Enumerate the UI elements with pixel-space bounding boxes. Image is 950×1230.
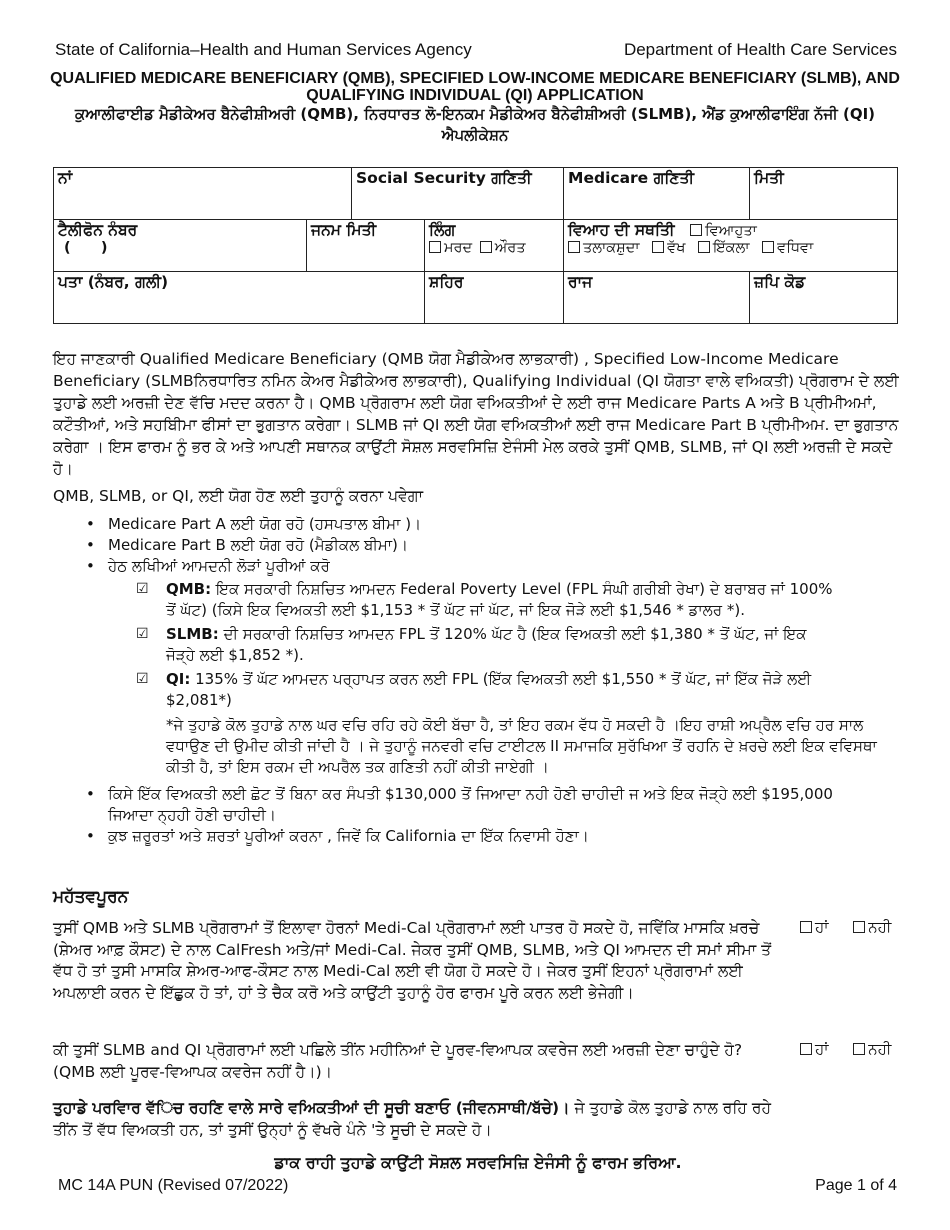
q1-yes-checkbox[interactable] — [800, 921, 812, 933]
date-field[interactable] — [750, 168, 898, 220]
department-header: Department of Health Care Services — [623, 40, 897, 59]
city-label: ਸ਼ਹਿਰ — [429, 273, 464, 291]
divorced-checkbox[interactable] — [568, 241, 580, 253]
list-item: • Medicare Part A ਲਈ ਯੋਗ ਰਹੋ (ਹਸਪਤਾਲ ਬੀਮਾ )। — [108, 514, 903, 535]
dob-label: ਜਨਮ ਮਿਤੀ — [311, 221, 377, 239]
q1-options — [800, 918, 891, 936]
zip-label: ਜ਼ਪਿ ਕੋਡ — [754, 273, 806, 291]
phone-area-code: ( ) — [64, 240, 108, 256]
widowed-checkbox[interactable] — [762, 241, 774, 253]
list-item — [108, 556, 903, 778]
qmb-label: QMB: — [166, 580, 212, 598]
qmb-item — [136, 579, 833, 621]
check-icon: ☑ — [136, 671, 149, 687]
married-label: ਵਿਆਹੁਤਾ — [704, 223, 757, 239]
mail-instruction: ਡਾਕ ਰਾਹੀ ਤੁਹਾਡੇ ਕਾਉਂਟੀ ਸੋਸ਼ਲ ਸਰਵਸਿਜ਼ਿ ਏਜੰਸੀ ਨੂੰ ਫਾਰਮ ਭਰਿਆ. — [274, 1153, 682, 1172]
title-punjabi: ਕੁਆਲੀਫਾਈਡ ਮੈਡੀਕੇਅਰ ਬੈਨੇਫੀਸ਼ੀਅਰੀ (QMB), ਨਿਰਧਾਰਤ ਲੋ-ਇਨਕਮ ਮੈਡੀਕੇਅਰ ਬੈਨੇਫੀਸ਼ੀਅਰੀ (SLMB), ਐਂਡ ਕੁਆਲੀਫਾਇੰਗ ਨੱਜੀ (QI) ਐਪਲੀਕੇਸ਼ਨ — [74, 105, 876, 144]
single-checkbox[interactable] — [698, 241, 710, 253]
household-heading: ਤੁਹਾਡੇ ਪਰਵਿਾਰ ਵੱਿਚ ਰਹਣਿ ਵਾਲੇ ਸਾਰੇ ਵਅਿਕਤੀਆਂ ਦੀ ਸੂਚੀ ਬਣਾਓ (ਜੀਵਨਸਾਥੀ/ਬੱਚੇ)। — [53, 1099, 570, 1117]
no-label: ਨਹੀ — [868, 918, 892, 936]
household-instructions — [53, 1098, 793, 1141]
dob-field[interactable] — [307, 220, 425, 272]
applicant-info-table — [53, 167, 898, 324]
check-icon: ☑ — [136, 626, 149, 642]
income-requirements-label: ਹੇਠ ਲਖਿੀਆਂ ਆਮਦਨੀ ਲੋੜਾਂ ਪੂਰੀਆਂ ਕਰੋ — [108, 557, 330, 575]
gender-field — [425, 220, 564, 272]
widowed-label: ਵਧਿਵਾ — [777, 240, 814, 256]
page-number: Page 1 of 4 — [815, 1177, 897, 1194]
marital-status-field — [564, 220, 898, 272]
state-label: ਰਾਜ — [568, 273, 593, 291]
gender-label: ਲਿੰਗ — [429, 221, 456, 239]
q1-no-checkbox[interactable] — [853, 921, 865, 933]
form-title — [40, 70, 910, 146]
household-text: ਜੇ ਤੁਹਾਡੇ ਕੋਲ ਤੁਹਾਡੇ ਨਾਲ ਰਹਿ ਰਹੇ ਤੀਂਨ ਤੋਂ ਵੱਧ ਵਿਅਕਤੀ ਹਨ, ਤਾਂ ਤੁਸੀਂ ਉਨ੍ਹਾਂ ਨੂੰ ਵੱਖਰੇ ਪੰਨੇ 'ਤੇ ਸੂਚੀ ਦੇ ਸਕਦੇ ਹੋ। — [53, 1099, 771, 1139]
medicare-number-field[interactable] — [564, 168, 750, 220]
title-english: QUALIFIED MEDICARE BENEFICIARY (QMB), SPECIFIED LOW-INCOME MEDICARE BENEFICIARY (SLMB), AND QUALIFYING INDIVIDUAL (QI) APPLICATION — [50, 70, 900, 104]
question-other-programs: ਤੁਸੀਂ QMB ਅਤੇ SLMB ਪ੍ਰੋਗਰਾਮਾਂ ਤੋਂ ਇਲਾਵਾ ਹੋਰਨਾਂ Medi-Cal ਪ੍ਰੋਗਰਾਮਾਂ ਲਈ ਪਾਤਰ ਹੋ ਸਕਦੇ ਹੋ, ਜਵਿੇਂਕਿ ਮਾਸਕਿ ਖ਼ਰਚੇ (ਸ਼ੇਅਰ ਆਫ਼ ਕੌਸਟ) ਦੇ ਨਾਲ CalFresh ਅਤੇ/ਜਾਂ Medi-Cal. ਜੇਕਰ ਤੁਸੀਂ QMB, SLMB, ਅਤੇ QI ਆਮਦਨ ਦੀ ਸਮਾਂ ਸੀਮਾ ਤੋਂ ਵੱਧ ਹੋ ਤਾਂ ਤੁਸੀ ਮਾਸਕਿ ਸ਼ੇਅਰ-ਆਫ-ਕੌਸਟ ਨਾਲ Medi-Cal ਲਈ ਵੀ ਯੋਗ ਹੋ ਸਕਦੇ ਹੋ। ਜੇਕਰ ਤੁਸੀਂ ਇਹਨਾਂ ਪ੍ਰੋਗਰਾਮਾਂ ਲਈ ਅਪਲਾਈ ਕਰਨ ਦੇ ਇੱਛੁਕ ਹੋ ਤਾਂ, ਹਾਂ ਤੇ ਚੈਕ ਕਰੋ ਅਤੇ ਕਾਉਂਟੀ ਤੁਹਾਨੂੰ ਹੋਰ ਫਾਰਮ ਪੂਰੇ ਕਰਨ ਲਈ ਭੇਜੇਗੀ। — [53, 919, 771, 1002]
name-field[interactable] — [54, 168, 352, 220]
address-label: ਪਤਾ (ਨੰਬਰ, ਗਲੀ) — [58, 273, 169, 291]
married-checkbox[interactable] — [690, 224, 702, 236]
intro-paragraph: ਇਹ ਜਾਣਕਾਰੀ Qualified Medicare Beneficiary (QMB ਯੋਗ ਮੈਡੀਕੇਅਰ ਲਾਭਕਾਰੀ) , Specified Low-Income Medicare Beneficiary (SLMBਨਿਰਧਾਰਿਤ ਨਮਿਨ ਕੇਅਰ ਮੈਡੀਕੇਅਰ ਲਾਭਕਾਰੀ), Qualifying Individual (QI ਯੋਗਤਾ ਵਾਲੇ ਵਅਿਕਤੀ) ਪ੍ਰੋਗਰਾਮ ਦੇ ਲਈ ਤੁਹਾਡੇ ਲਈ ਅਰਜ਼ੀ ਦੇਣ ਵੱਚਿ ਮਦਦ ਕਰਨਾ ਹੈ। QMB ਪ੍ਰੋਗਰਾਮ ਲਈ ਯੋਗ ਵਅਿਕਤੀਆਂ ਦੇ ਲਈ ਰਾਜ Medicare Parts A ਅਤੇ B ਪ੍ਰੀਮੀਅਮਾਂ, ਕਟੌਤੀਆਂ, ਅਤੇ ਸਹਬਿੀਮਾ ਫੀਸਾਂ ਦਾ ਭੁਗਤਾਨ ਕਰੇਗਾ। SLMB ਜਾਂ QI ਲਈ ਯੋਗ ਵਅਿਕਤੀਆਂ ਲਈ ਰਾਜ Medicare Part B ਪ੍ਰੀਮੀਅਮ. ਦਾ ਭੁਗਤਾਨ ਕਰੇਗਾ । ਇਸ ਫਾਰਮ ਨੂੰ ਭਰ ਕੇ ਅਤੇ ਆਪਣੀ ਸਥਾਨਕ ਕਾਉਂਟੀ ਸੋਸ਼ਲ ਸਰਵਸਿਜ਼ਿ ਏਜੰਸੀ ਮੇਲ ਕਰਕੇ ਤੁਸੀਂ QMB, SLMB, ਜਾਂ QI ਲਈ ਅਰਜ਼ੀ ਦੇ ਸਕਦੇ ਹੋ। — [53, 350, 899, 478]
phone-label: ਟੈਲੀਫੋਨ ਨੰਬਰ — [58, 221, 138, 239]
state-field[interactable] — [564, 272, 750, 324]
marital-label: ਵਿਆਹ ਦੀ ਸਥਤਿੀ — [568, 221, 675, 239]
no-label: ਨਹੀ — [868, 1040, 892, 1058]
qmb-text: ਇਕ ਸਰਕਾਰੀ ਨਿਸ਼ਚਿਤ ਆਮਦਨ Federal Poverty Level (FPL ਸੰਘੀ ਗਰੀਬੀ ਰੇਖਾ) ਦੇ ਬਰਾਬਰ ਜਾਂ 100% ਤੋਂ ਘੱਟ) (ਕਿਸੇ ਇਕ ਵਿਅਕਤੀ ਲਈ $1,153 * ਤੋਂ ਘੱਟ ਜਾਂ ਘੱਟ, ਜਾਂ ਇਕ ਜੋੜੇ ਲਈ $1,546 * ਡਾਲਰ *). — [166, 580, 833, 619]
qi-text: 135% ਤੋਂ ਘੱਟ ਆਮਦਨ ਪਰ੍ਹਾਪਤ ਕਰਨ ਲਈ FPL (ਇੱਕ ਵਿਅਕਤੀ ਲਈ $1,550 * ਤੋਂ ਘੱਟ, ਜਾਂ ਇੱਕ ਜੋੜੇ ਲਈ $2,081*) — [166, 670, 812, 709]
city-field[interactable] — [425, 272, 564, 324]
ssn-field[interactable] — [352, 168, 564, 220]
yes-label: ਹਾਂ — [815, 918, 829, 936]
important-heading: ਮਹੱਤਵਪੂਰਨ — [53, 887, 129, 907]
q2-options — [800, 1040, 891, 1058]
male-label: ਮਰਦ — [444, 240, 473, 256]
phone-field[interactable] — [54, 220, 307, 272]
medicare-label: Medicare ਗਣਿਤੀ — [568, 169, 695, 187]
ssn-label: Social Security ਗਣਿਤੀ — [356, 169, 532, 187]
address-field[interactable] — [54, 272, 425, 324]
female-checkbox[interactable] — [480, 241, 492, 253]
question-retroactive: ਕੀ ਤੁਸੀਂ SLMB and QI ਪ੍ਰੋਗਰਾਮਾਂ ਲਈ ਪਛਿਲੇ ਤੀਂਨ ਮਹੀਨਿਆਂ ਦੇ ਪੂਰਵ-ਵਿਆਪਕ ਕਵਰੇਜ ਲਈ ਅਰਜ਼ੀ ਦੇਣਾ ਚਾਹੁੰਦੇ ਹੋ? (QMB ਲਈ ਪੂਰਵ-ਵਿਆਪਕ ਕਵਰੇਜ ਨਹੀਂ ਹੈ।)। — [53, 1041, 743, 1081]
slmb-label: SLMB: — [166, 625, 219, 643]
form-id: MC 14A PUN (Revised 07/2022) — [58, 1177, 289, 1194]
name-label: ਨਾਂ — [58, 169, 73, 187]
q2-yes-checkbox[interactable] — [800, 1043, 812, 1055]
agency-header: State of California–Health and Human Services Agency — [55, 40, 472, 59]
qi-item — [136, 669, 833, 711]
check-icon: ☑ — [136, 581, 149, 597]
list-item: • ਕੁਝ ਜ਼ਰੂਰਤਾਂ ਅਤੇ ਸ਼ਰਤਾਂ ਪੂਰੀਆਂ ਕਰਨਾ , ਜਿਵੇਂ ਕਿ California ਦਾ ਇੱਕ ਨਿਵਾਸੀ ਹੋਣਾ। — [108, 826, 903, 847]
separated-checkbox[interactable] — [652, 241, 664, 253]
list-item: • Medicare Part B ਲਈ ਯੋਗ ਰਹੋ (ਮੈਡੀਕਲ ਬੀਮਾ)। — [108, 535, 903, 556]
income-note: *ਜੇ ਤੁਹਾਡੇ ਕੋਲ ਤੁਹਾਡੇ ਨਾਲ ਘਰ ਵਚਿ ਰਹਿ ਰਹੇ ਕੋਈ ਬੱਚਾ ਹੈ, ਤਾਂ ਇਹ ਰਕਮ ਵੱਧ ਹੋ ਸਕਦੀ ਹੈ ।ਇਹ ਰਾਸ਼ੀ ਅਪ੍ਰੈਲ ਵਚਿ ਹਰ ਸਾਲ ਵਧਾਉਣ ਦੀ ਉਮੀਦ ਕੀਤੀ ਜਾਂਦੀ ਹੈ । ਜੇ ਤੁਹਾਨੂੰ ਜਨਵਰੀ ਵਚਿ ਟਾਈਟਲ II ਸਮਾਜਕਿ ਸੁਰੱਖਿਆ ਤੋਂ ਰਹਨਿ ਦੇ ਖ਼ਰਚੇ ਲਈ ਇਕ ਵਵਿਸਥਾ ਕੀਤੀ ਹੈ, ਤਾਂ ਇਸ ਰਕਮ ਦੀ ਅਪਰੈਲ ਤਕ ਗਣਿਤੀ ਨਹੀਂ ਕੀਤੀ ਜਾਏਗੀ । — [166, 716, 877, 776]
divorced-label: ਤਲਾਕਸ਼ੁਦਾ — [583, 240, 640, 256]
eligibility-list — [53, 514, 903, 847]
q2-no-checkbox[interactable] — [853, 1043, 865, 1055]
zip-field[interactable] — [750, 272, 898, 324]
single-label: ਇੱਕਲਾ — [713, 240, 750, 256]
female-label: ਔਰਤ — [494, 240, 526, 256]
slmb-text: ਦੀ ਸਰਕਾਰੀ ਨਿਸ਼ਚਿਤ ਆਮਦਨ FPL ਤੋਂ 120% ਘੱਟ ਹੈ (ਇਕ ਵਿਅਕਤੀ ਲਈ $1,380 * ਤੋਂ ਘੱਟ, ਜਾਂ ਇਕ ਜੋੜ੍ਹੇ ਲਈ $1,852 *). — [166, 625, 807, 664]
slmb-item — [136, 624, 833, 666]
date-label: ਮਿਤੀ — [754, 169, 784, 187]
separated-label: ਵੱਖ — [667, 240, 686, 256]
male-checkbox[interactable] — [429, 241, 441, 253]
eligibility-intro: QMB, SLMB, or QI, ਲਈ ਯੋਗ ਹੋਣ ਲਈ ਤੁਹਾਨੂੰ ਕਰਨਾ ਪਵੇਗਾ — [53, 487, 424, 505]
list-item: • ਕਿਸੇ ਇੱਕ ਵਿਅਕਤੀ ਲਈ ਛੋਟ ਤੋਂ ਬਿਨਾ ਕਰ ਸੰਪਤੀ $130,000 ਤੋਂ ਜਿਆਦਾ ਨਹੀ ਹੋਣੀ ਚਾਹੀਦੀ ਜ ਅਤੇ ਇਕ ਜੋੜ੍ਹੇ ਲਈ $195,000 ਜਿਆਦਾ ਨ੍ਹਹੀ ਹੋਣੀ ਚਾਹੀਦੀ। — [108, 784, 903, 826]
yes-label: ਹਾਂ — [815, 1040, 829, 1058]
qi-label: QI: — [166, 670, 191, 688]
